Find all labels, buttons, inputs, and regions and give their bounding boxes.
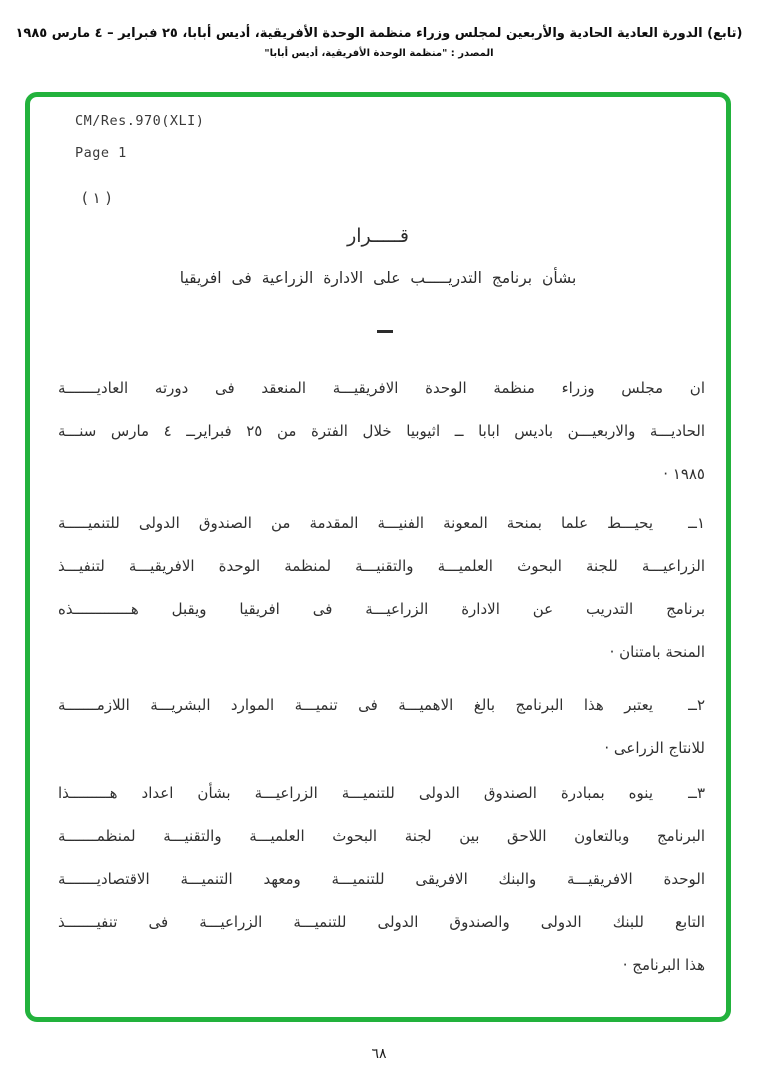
item-line: برنامج التدريب عن الادارة الزراعيـــة فى افريقيا ويقبل هـــــــــــــذه xyxy=(58,600,705,618)
item-line: يعتبر هذا البرنامج بالغ الاهميـــة فى تنميـــة الموارد البشريـــة اللازمـــــــة xyxy=(58,696,653,714)
resolution-title: قـــــرار xyxy=(347,225,409,247)
preamble-line: ان مجلس وزراء منظمة الوحدة الافريقيـــة المنعقد فى دورته العاديـــــــة xyxy=(58,379,705,397)
item-line: الوحدة الافريقيـــة والبنك الافريقى للتنميـــة ومعهد التنميـــة الاقتصاديـــــــة xyxy=(58,870,705,888)
item-line: التابع للبنك الدولى والصندوق الدولى للتنميـــة الزراعيـــة فى تنفيـــــــذ xyxy=(58,913,705,931)
resolution-body xyxy=(58,367,705,987)
reference-block xyxy=(75,113,204,161)
resolution-item xyxy=(58,502,705,674)
item-number: ١ــ xyxy=(688,514,705,532)
resolution-item xyxy=(58,684,705,770)
item-number: ٣ــ xyxy=(688,784,705,802)
item-line: البرنامج وبالتعاون اللاحق بين لجنة البحوث العلميـــة والتقنيـــة لمنظمـــــــة xyxy=(58,827,705,845)
item-line: للانتاج الزراعى · xyxy=(604,739,705,757)
preamble-line: ١٩٨٥ · xyxy=(663,465,705,483)
preamble xyxy=(58,367,705,496)
preamble-line: الحاديـــة والاربعيـــن باديس ابابا ــ اثيوبيا خلال الفترة من ٢٥ فبرايرــ ٤ مارس سنـــة xyxy=(58,422,706,440)
session-title: (تابع) الدورة العادية الحادية والأربعين لمجلس وزراء منظمة الوحدة الأفريقية، أديس أبابا، ٢٥ فبراير – ٤ مارس ١٩٨٥ xyxy=(15,26,743,41)
scanned-document-frame xyxy=(25,92,731,1022)
item-line: الزراعيـــة للجنة البحوث العلميـــة والتقنيـــة لمنظمة الوحدة الافريقيـــة لتنفيـــذ xyxy=(58,557,705,575)
page-header xyxy=(8,24,750,61)
item-line: ينوه بمبادرة الصندوق الدولى للتنميـــة الزراعيـــة بشأن اعداد هـــــــــذا xyxy=(58,784,653,802)
item-line: يحيـــط علما بمنحة المعونة الفنيـــة المقدمة من الصندوق الدولى للتنميـــــة xyxy=(58,514,653,532)
page-label: Page 1 xyxy=(75,145,127,161)
item-line: هذا البرنامج · xyxy=(622,956,705,974)
subtitle-dash xyxy=(377,330,393,333)
item-line: المنحة بامتنان · xyxy=(609,643,705,661)
resolution-reference: CM/Res.970(XLI) xyxy=(75,113,205,129)
resolution-item xyxy=(58,772,705,987)
document-item-marker: ( ١ ) xyxy=(82,189,112,207)
item-number: ٢ــ xyxy=(688,696,705,714)
source-line: المصدر : "منظمة الوحدة الأفريقية، أديس أبابا" xyxy=(264,48,494,59)
page-number: ٦٨ xyxy=(371,1046,387,1062)
resolution-subtitle: بشأن برنامج التدريـــــب على الادارة الزراعية فى افريقيا xyxy=(179,269,577,287)
